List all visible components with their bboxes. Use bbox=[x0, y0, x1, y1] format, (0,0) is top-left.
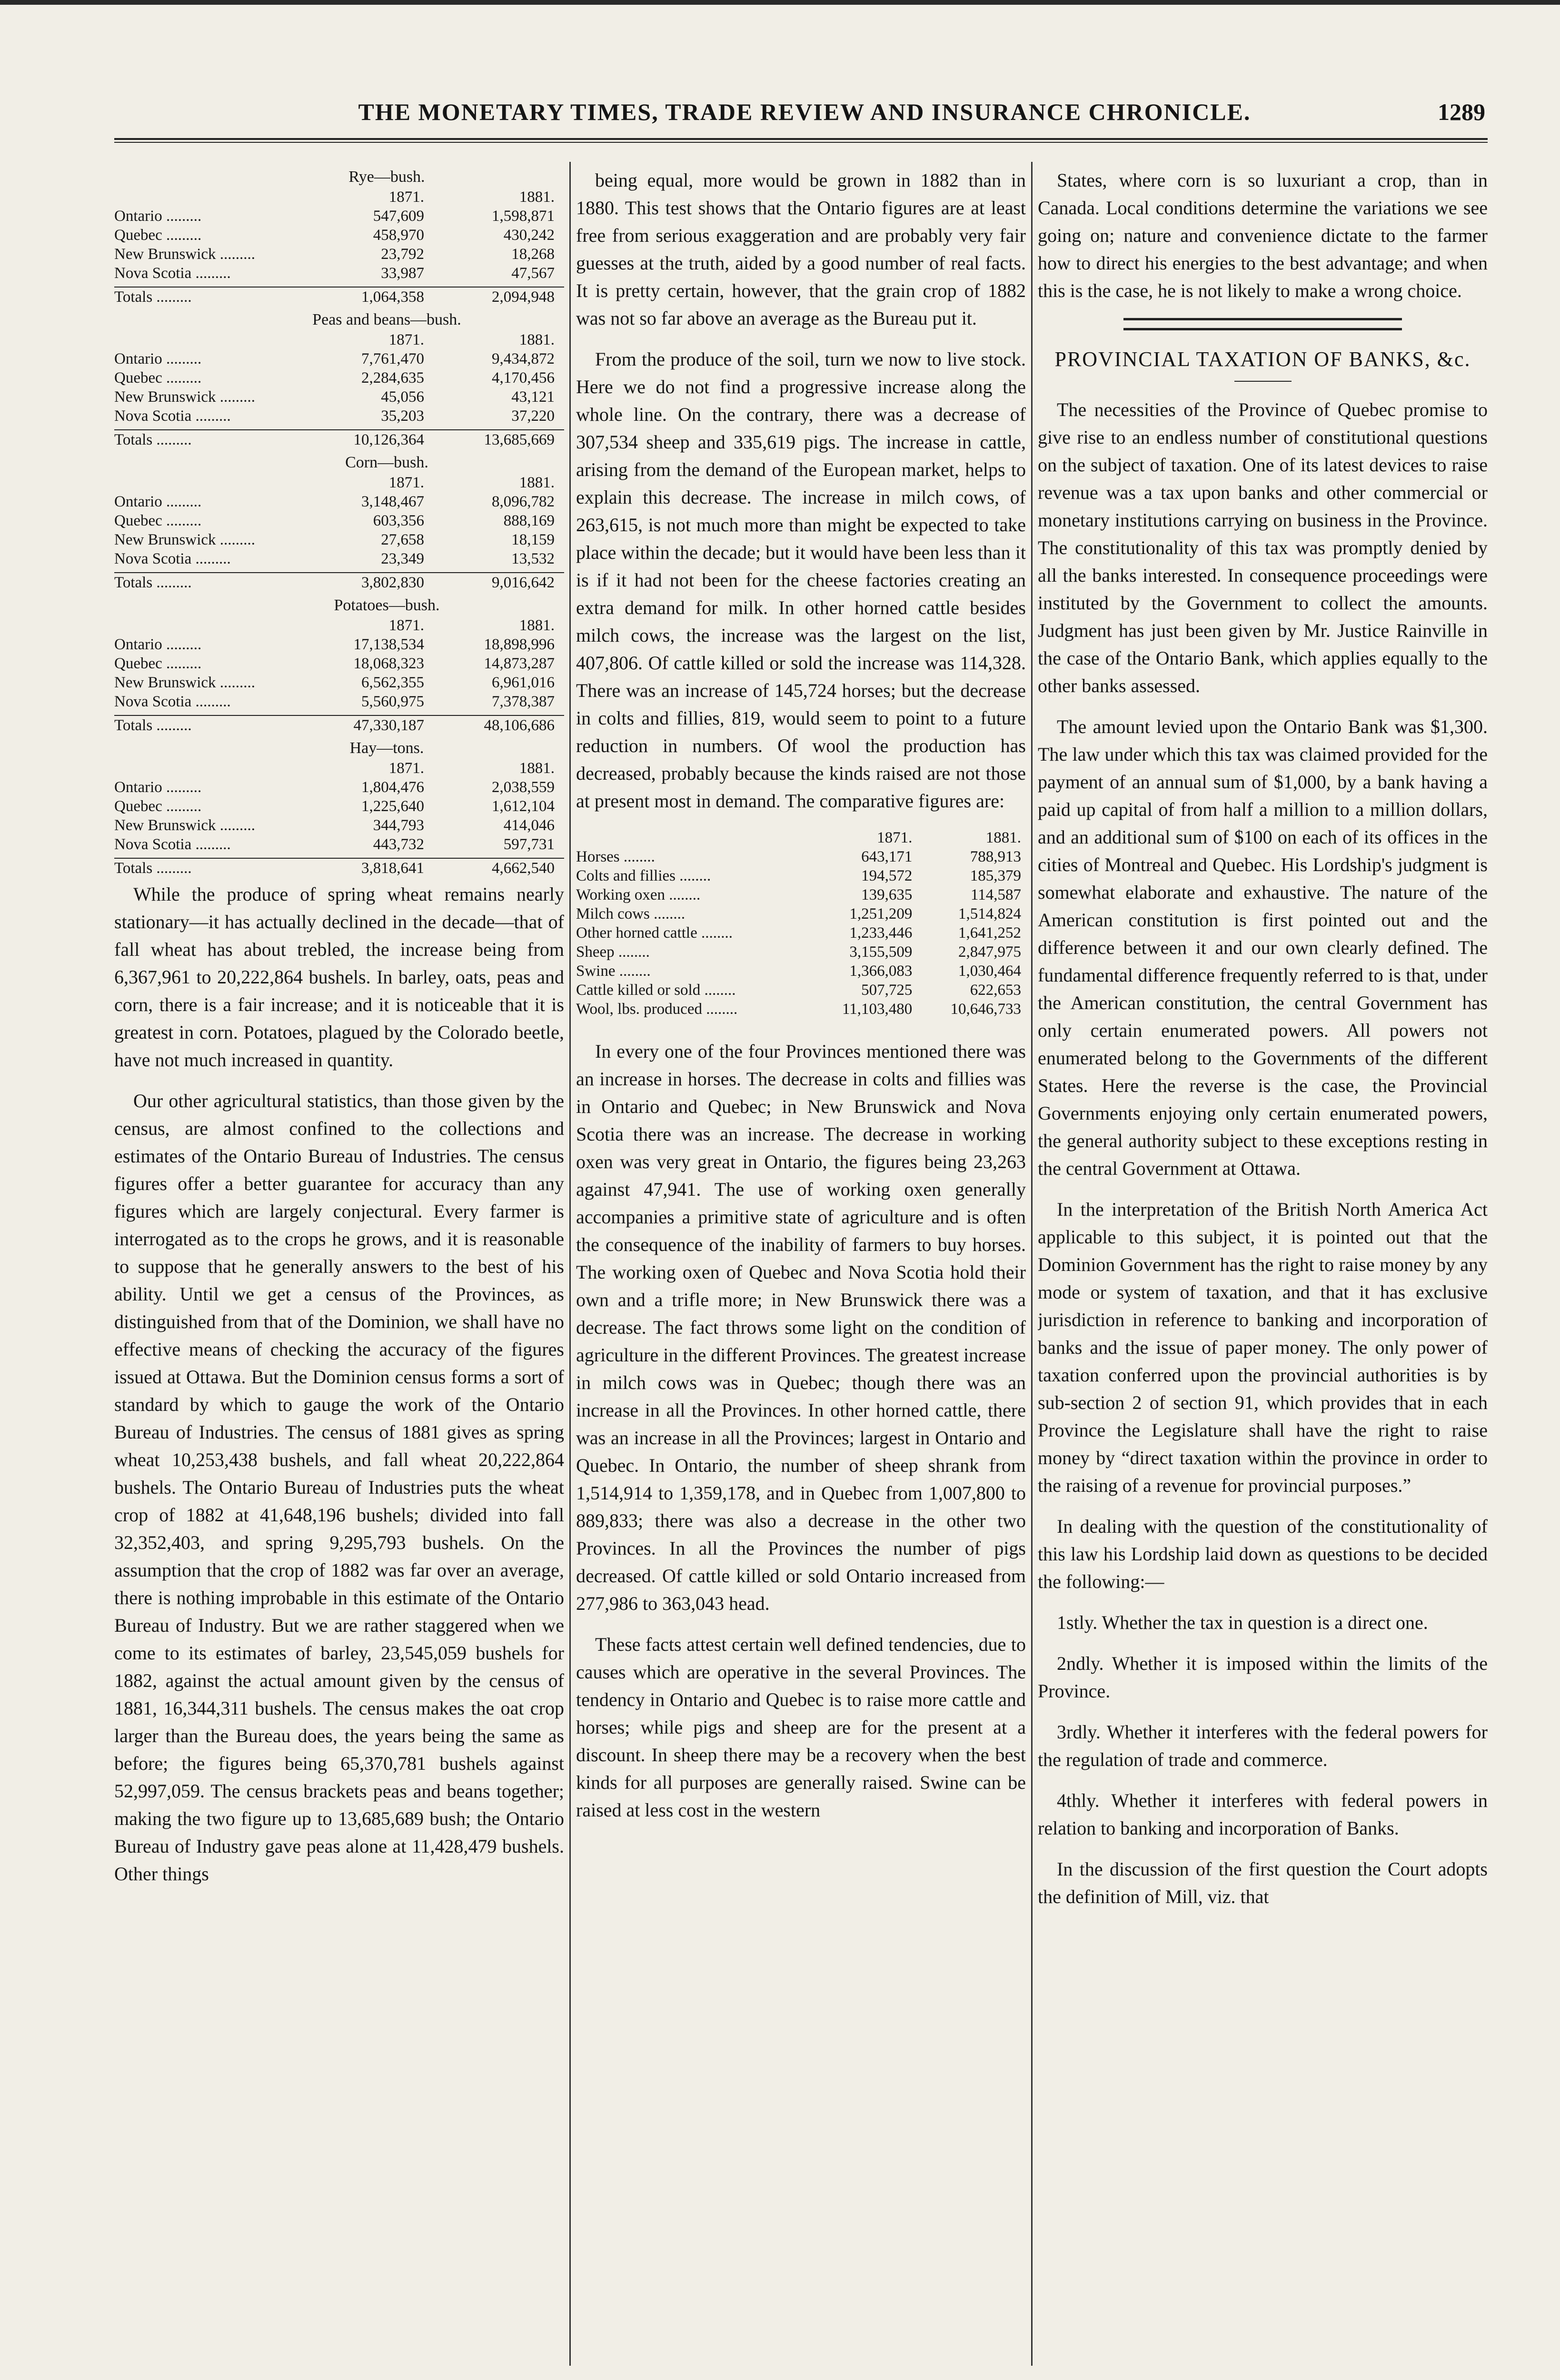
stat-value-1871: 17,138,534 bbox=[353, 636, 424, 653]
comparison-value-1871: 11,103,480 bbox=[842, 1001, 913, 1018]
stat-total-label: Totals ......... bbox=[114, 860, 192, 877]
stat-year: 1881. bbox=[519, 188, 555, 206]
paragraph: 1stly. Whether the tax in question is a direct one. bbox=[1057, 1612, 1428, 1633]
stat-province: New Brunswick ......... bbox=[114, 246, 256, 263]
article-separator bbox=[1123, 318, 1402, 330]
stat-value-1871: 35,203 bbox=[381, 407, 424, 425]
comparison-value-1871: 643,171 bbox=[861, 848, 913, 865]
paragraph: In every one of the four Provinces mentioned there was an increase in horses. The decrease in colts and fillies was in Ontario and Quebec; in New Brunswick and Nova Scotia there was an increase. The decrease in working oxen was very great in Ontario, the figures being 23,263 against 47,941. The use of working oxen generally accompanies a primitive state of agriculture and is often the consequence of the inability of farmers to buy horses. The working oxen of Quebec and Nova Scotia hold their own and a trifle more; in New Brunswick there was a decrease. The fact throws some light on the condition of agriculture in the different Provinces. The greatest increase in milch cows was in Quebec; though there was an increase in all the Provinces. In other horned cattle, there was an increase in all the Provinces; largest in Ontario and Quebec. In Ontario, the number of sheep shrank from 1,514,914 to 1,359,178, and in Quebec from 1,007,800 to 889,833; there was also a decrease in the other two Provinces. In all the Provinces the number of pigs decreased. Of cattle killed or sold Ontario increased from 277,986 to 363,043 head. bbox=[576, 1041, 1026, 1614]
stat-value-1881: 597,731 bbox=[503, 836, 555, 853]
comparison-value-1871: 507,725 bbox=[861, 982, 913, 999]
stat-sep-cell bbox=[434, 711, 564, 715]
comparison-row bbox=[576, 942, 1026, 962]
stat-sep-cell bbox=[303, 426, 434, 430]
stat-row bbox=[114, 635, 564, 654]
stat-sep-cell bbox=[434, 426, 564, 430]
comparison-value-1871: 1,366,083 bbox=[849, 962, 913, 980]
comparison-value-1881: 622,653 bbox=[970, 982, 1021, 999]
stat-province: New Brunswick ......... bbox=[114, 817, 256, 834]
paragraph: being equal, more would be grown in 1882 than in 1880. This test shows that the Ontario figures are at least free from serious exaggeration and are probably very fair guesses at the truth, aided by a good number of real facts. It is pretty certain, however, that the grain crop of 1882 was not so far above an average as the Bureau put it. bbox=[576, 169, 1026, 329]
stat-row bbox=[114, 673, 564, 692]
stat-value-1871: 18,068,323 bbox=[353, 655, 424, 672]
stat-value-1871: 458,970 bbox=[373, 227, 424, 244]
stat-sep-cell bbox=[434, 854, 564, 858]
stat-value-1881: 43,121 bbox=[511, 388, 555, 406]
comparison-value-1881: 10,646,733 bbox=[950, 1001, 1021, 1018]
comparison-value-1871: 1,233,446 bbox=[849, 924, 913, 942]
paragraph: These facts attest certain well defined tendencies, due to causes which are operative in the several Provinces. The tendency in Ontario and Quebec is to raise more cattle and horses; while pigs and sheep are for the present at a discount. In sheep there may be a recovery when the best kinds for all purposes are generally raised. Swine can be raised at less cost in the western bbox=[576, 1634, 1026, 1821]
header-rule bbox=[114, 138, 1488, 140]
stat-province: Ontario ......... bbox=[114, 350, 202, 367]
stat-province: Quebec ......... bbox=[114, 512, 202, 529]
stat-year: 1881. bbox=[519, 617, 555, 634]
stat-value-1881: 4,170,456 bbox=[492, 369, 555, 387]
stat-row bbox=[114, 835, 564, 854]
comparison-row bbox=[576, 847, 1026, 866]
column-2-text-before bbox=[576, 167, 1026, 815]
stat-total-label: Totals ......... bbox=[114, 431, 192, 448]
comparison-row bbox=[576, 923, 1026, 942]
stat-total-1881: 4,662,540 bbox=[492, 860, 555, 877]
comparison-year-row bbox=[576, 828, 1026, 847]
comparison-label: Other horned cattle ........ bbox=[576, 924, 733, 942]
stat-sep bbox=[114, 568, 564, 573]
stat-value-1881: 414,046 bbox=[503, 817, 555, 834]
stat-province: New Brunswick ......... bbox=[114, 531, 256, 548]
comparison-label: Horses ........ bbox=[576, 848, 655, 865]
comparison-value-1881: 788,913 bbox=[970, 848, 1021, 865]
stat-year-row bbox=[114, 330, 564, 349]
stat-total-1881: 13,685,669 bbox=[484, 431, 555, 448]
stat-table bbox=[114, 330, 564, 449]
stat-province: Quebec ......... bbox=[114, 798, 202, 815]
livestock-comparison-table bbox=[576, 828, 1026, 1019]
stat-row bbox=[114, 349, 564, 368]
stat-total-1881: 9,016,642 bbox=[492, 574, 555, 591]
stat-caption: Peas and beans—bush. bbox=[312, 311, 461, 328]
stat-total-row bbox=[114, 858, 564, 878]
stat-total-1871: 47,330,187 bbox=[353, 717, 424, 734]
stat-sep-cell bbox=[303, 854, 434, 858]
stat-row bbox=[114, 368, 564, 387]
comparison-value-1871: 1,251,209 bbox=[849, 905, 913, 922]
column-2-text-after bbox=[576, 1038, 1026, 1824]
comparison-row bbox=[576, 962, 1026, 981]
stat-total-1871: 10,126,364 bbox=[353, 431, 424, 448]
stat-year-spacer bbox=[114, 188, 303, 207]
stat-year: 1881. bbox=[519, 331, 555, 348]
stat-value-1881: 430,242 bbox=[503, 227, 555, 244]
comparison-label: Working oxen ........ bbox=[576, 886, 701, 903]
comparison-value-1871: 139,635 bbox=[861, 886, 913, 903]
stat-year-row bbox=[114, 473, 564, 492]
stat-province: Ontario ......... bbox=[114, 208, 202, 225]
stat-block bbox=[114, 167, 564, 307]
paragraph: From the produce of the soil, turn we now to live stock. Here we do not find a progressive increase along the whole line. On the contrary, there was a decrease of 307,534 sheep and 335,619 pigs. The increase in cattle, arising from the demand of the European market, helps to explain this decrease. The increase in milch cows, of 263,615, is not much more than might be expected to take place within the decade; but it would have been less than it is if it had not been for the cheese factories creating an extra demand for milk. In other horned cattle besides milch cows, the increase was the largest on the list, 407,806. Of cattle killed or sold the increase was 114,328. There was an increase of 145,724 horses; but the decrease in colts and fillies, 819, would seem to point to a future reduction in numbers. Of wool the production has decreased, probably because the kinds raised are not those at present most in demand. The comparative figures are: bbox=[576, 348, 1026, 812]
stat-value-1881: 13,532 bbox=[511, 550, 555, 567]
stat-year-row bbox=[114, 616, 564, 635]
headline-rule bbox=[1234, 381, 1292, 382]
stat-total-label: Totals ......... bbox=[114, 717, 192, 734]
paragraph: 4thly. Whether it interferes with federal powers in relation to banking and incorporation of Banks. bbox=[1038, 1790, 1488, 1839]
stat-sep-cell bbox=[434, 568, 564, 573]
stat-province: Quebec ......... bbox=[114, 227, 202, 244]
stat-caption: Rye—bush. bbox=[348, 168, 425, 186]
stat-table bbox=[114, 473, 564, 592]
stat-block bbox=[114, 309, 564, 449]
paragraph: In the interpretation of the British North America Act applicable to this subject, it is pointed out that the Dominion Government has the right to raise money by any mode or system of taxation, and that it has exclusive jurisdiction in reference to banking and incorporation of banks and the issue of paper money. The only power of taxation conferred upon the provincial authorities is by sub-section 2 of section 91, which provides that in each Province the Legislature shall have the right to raise money by “direct taxation within the province in order to the raising of a revenue for provincial purposes.” bbox=[1038, 1199, 1488, 1496]
comparison-row bbox=[576, 904, 1026, 923]
stat-total-row bbox=[114, 430, 564, 449]
stat-value-1881: 37,220 bbox=[511, 407, 555, 425]
stat-sep-cell bbox=[114, 711, 303, 715]
stat-value-1881: 1,612,104 bbox=[492, 798, 555, 815]
stat-total-row bbox=[114, 287, 564, 307]
stat-province: Nova Scotia ......... bbox=[114, 836, 231, 853]
stat-province: Ontario ......... bbox=[114, 779, 202, 796]
stat-total-row bbox=[114, 573, 564, 592]
stat-province: New Brunswick ......... bbox=[114, 674, 256, 691]
stat-year: 1871. bbox=[388, 331, 424, 348]
comparison-row bbox=[576, 1000, 1026, 1019]
stat-sep-cell bbox=[114, 568, 303, 573]
stat-value-1881: 14,873,287 bbox=[484, 655, 555, 672]
stat-value-1881: 1,598,871 bbox=[492, 208, 555, 225]
stat-province: Nova Scotia ......... bbox=[114, 265, 231, 282]
stat-value-1871: 1,804,476 bbox=[361, 779, 424, 796]
comparison-row bbox=[576, 981, 1026, 1000]
comparison-year: 1871. bbox=[877, 829, 913, 846]
stat-table bbox=[114, 759, 564, 878]
stat-year-spacer bbox=[114, 330, 303, 349]
stat-sep-cell bbox=[303, 283, 434, 287]
stat-caption: Hay—tons. bbox=[349, 739, 424, 757]
stat-value-1871: 6,562,355 bbox=[361, 674, 424, 691]
stat-province: Ontario ......... bbox=[114, 493, 202, 510]
stat-province: New Brunswick ......... bbox=[114, 388, 256, 406]
stat-caption: Corn—bush. bbox=[345, 454, 428, 471]
paragraph: While the produce of spring wheat remains nearly stationary—it has actually declined in the decade—that of fall wheat has about trebled, the increase being from 6,367,961 to 20,222,864 bushels. In barley, oats, peas and corn, there is a fair increase; and it is noticeable that it is greatest in corn. Potatoes, plagued by the Colorado beetle, have not much increased in quantity. bbox=[114, 883, 564, 1071]
paragraph: In dealing with the question of the constitutionality of this law his Lordship laid down as questions to be decided the following:— bbox=[1038, 1516, 1488, 1592]
stat-total-1871: 1,064,358 bbox=[361, 288, 424, 306]
page-title: THE MONETARY TIMES, TRADE REVIEW AND INSURANCE CHRONICLE. bbox=[358, 99, 1251, 125]
stat-year: 1871. bbox=[388, 760, 424, 777]
stat-sep-cell bbox=[434, 283, 564, 287]
article-headline: PROVINCIAL TAXATION OF BANKS, &c. bbox=[1054, 347, 1471, 371]
stat-sep-cell bbox=[303, 711, 434, 715]
stat-value-1871: 7,761,470 bbox=[361, 350, 424, 367]
stat-value-1871: 23,792 bbox=[381, 246, 424, 263]
stat-year: 1871. bbox=[388, 474, 424, 491]
stat-value-1871: 2,284,635 bbox=[361, 369, 424, 387]
comparison-value-1871: 194,572 bbox=[861, 867, 913, 884]
stat-sep-cell bbox=[303, 568, 434, 573]
stat-year-spacer bbox=[114, 616, 303, 635]
stat-value-1871: 33,987 bbox=[381, 265, 424, 282]
stat-value-1881: 18,159 bbox=[511, 531, 555, 548]
column-divider-2 bbox=[1031, 162, 1033, 2366]
paragraph: The amount levied upon the Ontario Bank was $1,300. The law under which this tax was claimed provided for the payment of an annual sum of $1,000, by a bank having a paid up capital of from half a million to a million dollars, and an additional sum of $100 on each of its offices in the cities of Montreal and Quebec. His Lordship's judgment is somewhat elaborate and exhaustive. The nature of the American constitution is first pointed out and the difference between it and our own clearly defined. The fundamental difference frequently referred to is that, under the American constitution, the central Government has only certain enumerated powers. All powers not enumerated belong to the Governments of the different States. Here the reverse is the case, the Provincial Governments enjoying only certain enumerated powers, the general authority subject to these exceptions resting in the central Government at Ottawa. bbox=[1038, 716, 1488, 1179]
stat-row bbox=[114, 226, 564, 245]
stat-value-1871: 344,793 bbox=[373, 817, 424, 834]
stat-total-1871: 3,818,641 bbox=[361, 860, 424, 877]
column-1-text bbox=[114, 881, 564, 1888]
stat-row bbox=[114, 407, 564, 426]
stat-row bbox=[114, 778, 564, 797]
stat-year-spacer bbox=[114, 759, 303, 778]
comparison-value-1881: 114,587 bbox=[970, 886, 1021, 903]
stat-value-1871: 27,658 bbox=[381, 531, 424, 548]
comparison-value-1881: 1,514,824 bbox=[958, 905, 1021, 922]
crop-statistics-tables bbox=[114, 167, 564, 878]
stat-total-row bbox=[114, 715, 564, 735]
stat-total-1881: 2,094,948 bbox=[492, 288, 555, 306]
column-3 bbox=[1038, 167, 1488, 2356]
comparison-value-1881: 185,379 bbox=[970, 867, 1021, 884]
stat-value-1871: 23,349 bbox=[381, 550, 424, 567]
stat-value-1871: 45,056 bbox=[381, 388, 424, 406]
stat-total-label: Totals ......... bbox=[114, 288, 192, 306]
stat-value-1871: 1,225,640 bbox=[361, 798, 424, 815]
stat-sep-cell bbox=[114, 426, 303, 430]
stat-table bbox=[114, 616, 564, 735]
stat-row bbox=[114, 797, 564, 816]
stat-value-1871: 443,732 bbox=[373, 836, 424, 853]
stat-row bbox=[114, 654, 564, 673]
header-rule-thin bbox=[114, 142, 1488, 143]
stat-year-spacer bbox=[114, 473, 303, 492]
stat-province: Nova Scotia ......... bbox=[114, 550, 231, 567]
comparison-label: Wool, lbs. produced ........ bbox=[576, 1001, 738, 1018]
page-number: 1289 bbox=[1438, 99, 1485, 125]
comparison-label: Swine ........ bbox=[576, 962, 651, 980]
stat-row bbox=[114, 692, 564, 711]
stat-value-1881: 7,378,387 bbox=[492, 693, 555, 710]
stat-sep-cell bbox=[114, 283, 303, 287]
stat-row bbox=[114, 492, 564, 511]
stat-block bbox=[114, 595, 564, 735]
stat-row bbox=[114, 387, 564, 407]
comparison-label: Sheep ........ bbox=[576, 943, 650, 961]
page-header bbox=[114, 95, 1485, 133]
column-3-text bbox=[1038, 396, 1488, 1911]
stat-sep bbox=[114, 711, 564, 715]
column-3-lead-paragraph: States, where corn is so luxuriant a crop, than in Canada. Local conditions determine the variations we see going on; nature and convenience dictate to the farmer how to direct his energies to the best advantage; and when this is the case, he is not likely to make a wrong choice. bbox=[1038, 169, 1488, 301]
stat-value-1881: 9,434,872 bbox=[492, 350, 555, 367]
stat-total-1871: 3,802,830 bbox=[361, 574, 424, 591]
stat-sep bbox=[114, 854, 564, 858]
comparison-year-spacer bbox=[576, 828, 809, 847]
comparison-label: Colts and fillies ........ bbox=[576, 867, 711, 884]
paragraph: In the discussion of the first question the Court adopts the definition of Mill, viz. that bbox=[1038, 1858, 1488, 1907]
stat-value-1871: 5,560,975 bbox=[361, 693, 424, 710]
stat-row bbox=[114, 816, 564, 835]
stat-total-label: Totals ......... bbox=[114, 574, 192, 591]
stat-sep-cell bbox=[114, 854, 303, 858]
stat-block bbox=[114, 738, 564, 878]
stat-row bbox=[114, 530, 564, 549]
comparison-row bbox=[576, 866, 1026, 885]
paragraph: 3rdly. Whether it interferes with the federal powers for the regulation of trade and commerce. bbox=[1038, 1721, 1488, 1770]
stat-value-1881: 18,268 bbox=[511, 246, 555, 263]
stat-province: Quebec ......... bbox=[114, 655, 202, 672]
stat-value-1871: 603,356 bbox=[373, 512, 424, 529]
stat-caption: Potatoes—bush. bbox=[334, 596, 440, 614]
stat-value-1881: 2,038,559 bbox=[492, 779, 555, 796]
comparison-label: Cattle killed or sold ........ bbox=[576, 982, 736, 999]
comparison-year: 1881. bbox=[985, 829, 1021, 846]
stat-sep bbox=[114, 283, 564, 287]
comparison-value-1871: 3,155,509 bbox=[849, 943, 913, 961]
stat-row bbox=[114, 207, 564, 226]
column-divider-1 bbox=[569, 162, 571, 2366]
stat-total-1881: 48,106,686 bbox=[484, 717, 555, 734]
paragraph: The necessities of the Province of Quebec promise to give rise to an endless number of constitutional questions on the subject of taxation. One of its latest devices to raise revenue was a tax upon banks and other commercial or monetary institutions carrying on business in the Province. The constitutionality of this tax was promptly denied by all the banks interested. In consequence proceedings were instituted by the Government to collect the amounts. Judgment has just been given by Mr. Justice Rainville in the case of the Ontario Bank, which applies equally to the other banks assessed. bbox=[1038, 399, 1488, 696]
stat-value-1881: 47,567 bbox=[511, 265, 555, 282]
stat-year: 1881. bbox=[519, 474, 555, 491]
column-2 bbox=[576, 167, 1026, 2356]
stat-year-row bbox=[114, 759, 564, 778]
stat-sep bbox=[114, 426, 564, 430]
stat-row bbox=[114, 264, 564, 283]
stat-province: Ontario ......... bbox=[114, 636, 202, 653]
paragraph: 2ndly. Whether it is imposed within the limits of the Province. bbox=[1038, 1653, 1488, 1702]
comparison-value-1881: 1,641,252 bbox=[958, 924, 1021, 942]
stat-block bbox=[114, 452, 564, 592]
stat-value-1871: 547,609 bbox=[373, 208, 424, 225]
stat-year: 1881. bbox=[519, 760, 555, 777]
paragraph: Our other agricultural statistics, than those given by the census, are almost confined to the collections and estimates of the Ontario Bureau of Industries. The census figures offer a better guarantee for accuracy than any figures which are largely conjectural. Every farmer is interrogated as to the crops he grows, and it is reasonable to suppose that he generally answers to the best of his ability. Until we get a census of the Provinces, as distinguished from that of the Dominion, we shall have no effective means of checking the accuracy of the figures issued at Ottawa. But the Dominion census forms a sort of standard by which to gauge the work of the Ontario Bureau of Industries. The census of 1881 gives as spring wheat 10,253,438 bushels, and fall wheat 20,222,864 bushels. The Ontario Bureau of Industries puts the wheat crop of 1882 at 41,648,196 bushels; divided into fall 32,352,403, and spring 9,295,793 bushels. On the assumption that the crop of 1882 was far over an average, there is nothing improbable in this estimate of the Ontario Bureau of Industry. But we are rather staggered when we come to its estimates of barley, 23,545,059 bushels for 1882, against the actual amount given by the census of 1881, 16,344,311 bushels. The census makes the oat crop larger than the Bureau does, the years being the same as before; the figures being 65,370,781 bushels against 52,997,059. The census brackets peas and beans together; making the two figure up to 13,685,689 bush; the Ontario Bureau of Industry gave peas alone at 11,428,479 bushels. Other things bbox=[114, 1090, 564, 1884]
column-1 bbox=[114, 167, 564, 2356]
stat-province: Quebec ......... bbox=[114, 369, 202, 387]
comparison-row bbox=[576, 885, 1026, 904]
stat-value-1881: 18,898,996 bbox=[484, 636, 555, 653]
stat-row bbox=[114, 511, 564, 530]
stat-table bbox=[114, 188, 564, 307]
stat-year-row bbox=[114, 188, 564, 207]
stat-row bbox=[114, 245, 564, 264]
stat-value-1881: 8,096,782 bbox=[492, 493, 555, 510]
comparison-value-1881: 2,847,975 bbox=[958, 943, 1021, 961]
comparison-label: Milch cows ........ bbox=[576, 905, 686, 922]
stat-value-1871: 3,148,467 bbox=[361, 493, 424, 510]
stat-year: 1871. bbox=[388, 617, 424, 634]
comparison-value-1881: 1,030,464 bbox=[958, 962, 1021, 980]
stat-province: Nova Scotia ......... bbox=[114, 407, 231, 425]
stat-value-1881: 6,961,016 bbox=[492, 674, 555, 691]
stat-row bbox=[114, 549, 564, 568]
top-edge-rule bbox=[0, 0, 1560, 5]
stat-province: Nova Scotia ......... bbox=[114, 693, 231, 710]
stat-year: 1871. bbox=[388, 188, 424, 206]
stat-value-1881: 888,169 bbox=[503, 512, 555, 529]
